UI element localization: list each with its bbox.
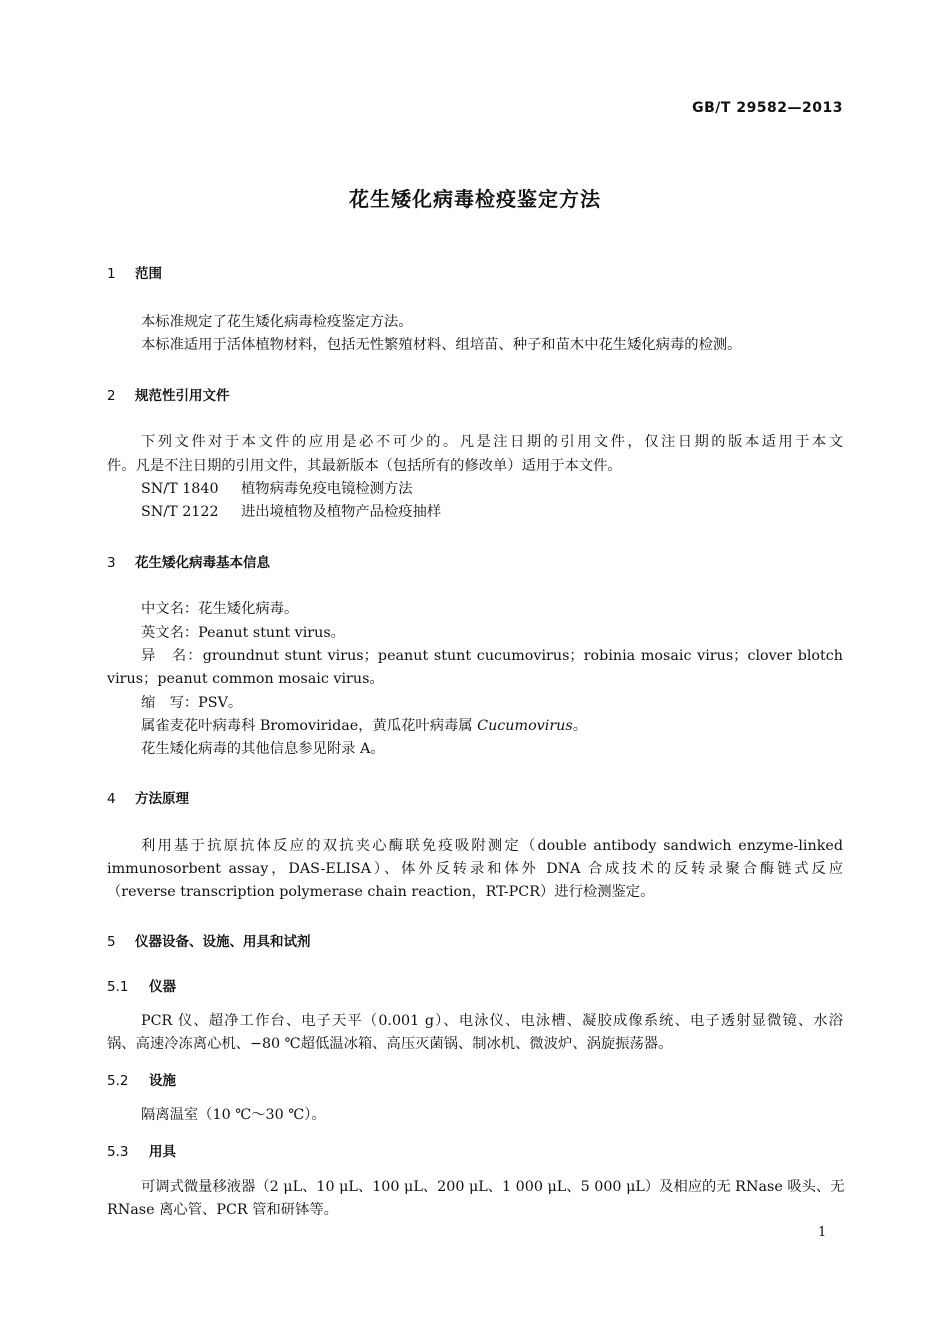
paragraph-line: 锅、高速冷冻离心机、−80 ℃超低温冰箱、高压灭菌锅、制冰机、微波炉、涡旋振荡器。 [107,1036,673,1052]
section-4-heading [107,787,189,807]
section-title: 设施 [149,1073,176,1089]
section-5-heading [107,930,311,950]
text-line: 下列文件对于本文件的应用是必不可少的。凡是注日期的引用文件，仅注日期的版本适用于本文 [141,434,843,450]
synonyms-line [141,645,843,665]
paragraph-line: 件。凡是不注日期的引用文件，其最新版本（包括所有的修改单）适用于本文件。 [107,458,622,474]
section-number: 2 [107,388,116,404]
section-3-heading [107,551,270,571]
text-line: 利用基于抗原抗体反应的双抗夹心酶联免疫吸附测定（double antibody sandwich enzyme-linked [141,838,843,854]
paragraph-line [141,1010,843,1030]
paragraph-line [141,1176,843,1196]
genus-name: Cucumovirus [477,718,573,734]
text-line: PCR 仪、超净工作台、电子天平（0.001 g）、电泳仪、电泳槽、凝胶成像系统、电子透射显微镜、水浴 [141,1013,843,1029]
english-name: 英文名：Peanut stunt virus。 [141,625,345,641]
text-line: immunosorbent assay，DAS-ELISA）、体外反转录和体外 DNA 合成技术的反转录聚合酶链式反应 [107,861,843,877]
paragraph: 本标准适用于活体植物材料，包括无性繁殖材料、组培苗、种子和苗木中花生矮化病毒的检测。 [141,337,742,353]
section-number: 5 [107,934,116,950]
paragraph-line [107,858,843,878]
subsection-5-3-heading [107,1140,176,1160]
section-title: 用具 [149,1144,176,1160]
reference-code: SN/T 2122 [141,504,219,520]
section-title: 花生矮化病毒基本信息 [135,555,270,571]
reference-item [141,501,441,521]
chinese-name: 中文名：花生矮化病毒。 [141,601,299,617]
paragraph-line [141,835,843,855]
taxonomy [141,715,587,735]
reference-name: 植物病毒免疫电镜检测方法 [241,481,413,497]
section-title: 仪器 [149,979,176,995]
abbreviation: 缩 写：PSV。 [141,695,243,711]
section-number: 4 [107,791,116,807]
subsection-5-1-heading [107,975,176,995]
reference-item [141,478,413,498]
text-line: 异 名：groundnut stunt virus；peanut stunt cucumovirus；robinia mosaic virus；clover blotch [141,648,843,664]
section-2-heading [107,384,230,404]
section-title: 规范性引用文件 [135,388,230,404]
section-1-heading [107,262,162,282]
paragraph-line: （reverse transcription polymerase chain reaction，RT-PCR）进行检测鉴定。 [107,884,655,900]
taxonomy-text: 属雀麦花叶病毒科 Bromoviridae，黄瓜花叶病毒属 [141,718,478,734]
section-number: 5.1 [107,979,129,995]
section-number: 3 [107,555,116,571]
reference-code: SN/T 1840 [141,481,219,497]
section-number: 5.2 [107,1073,129,1089]
reference-name: 进出境植物及植物产品检疫抽样 [241,504,442,520]
subsection-5-2-heading [107,1069,176,1089]
paragraph: 花生矮化病毒的其他信息参见附录 A。 [141,741,385,757]
paragraph: 隔离温室（10 ℃～30 ℃）。 [141,1107,326,1123]
text-line: 可调式微量移液器（2 μL、10 μL、100 μL、200 μL、1 000 μL、5 000 μL）及相应的无 RNase 吸头、无 [141,1179,845,1195]
section-title: 仪器设备、设施、用具和试剂 [135,934,311,950]
paragraph: 本标准规定了花生矮化病毒检疫鉴定方法。 [141,314,413,330]
paragraph-line [141,431,843,451]
page-number: 1 [818,1225,827,1240]
document-title: 花生矮化病毒检疫鉴定方法 [349,187,601,211]
synonyms-line: virus；peanut common mosaic virus。 [107,671,384,687]
section-number: 1 [107,266,116,282]
paragraph-line: RNase 离心管、PCR 管和研钵等。 [107,1202,338,1218]
section-title: 方法原理 [135,791,189,807]
taxonomy-end: 。 [572,718,588,734]
section-title: 范围 [135,266,162,282]
standard-code: GB/T 29582—2013 [692,100,843,116]
section-number: 5.3 [107,1144,129,1160]
